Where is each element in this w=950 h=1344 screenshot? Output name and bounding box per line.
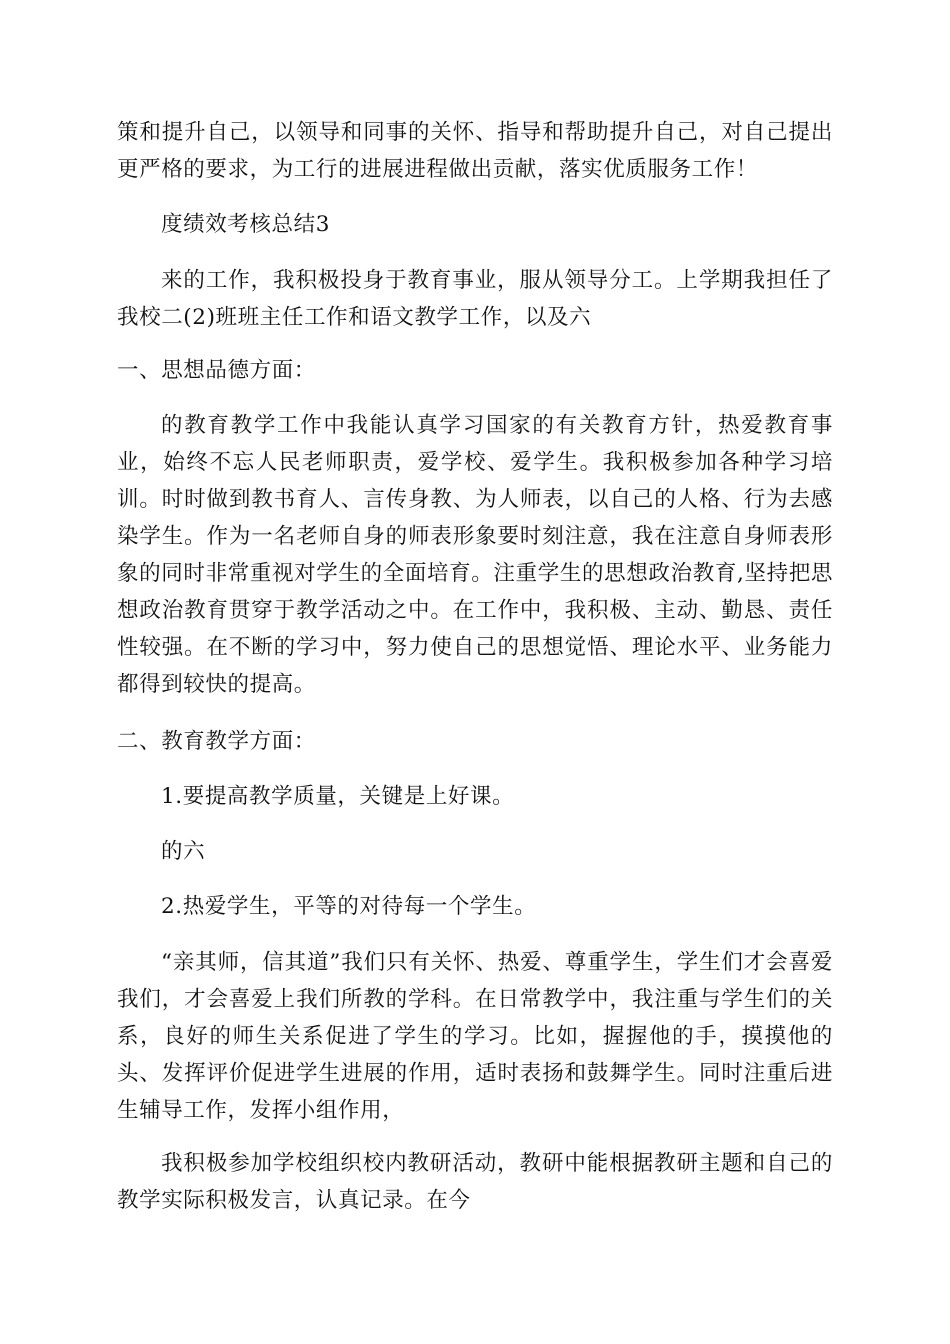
paragraph-closing-previous: 策和提升自己，以领导和同事的关怀、指导和帮助提升自己，对自己提出更严格的要求，为工行的进展进程做出贡献，落实优质服务工作！ (117, 120, 833, 182)
paragraph-intro: 来的工作，我积极投身于教育事业，服从领导分工。上学期我担任了我校二(2)班班主任工作和语文教学工作，以及六 (117, 268, 833, 330)
section-heading-summary-3: 度绩效考核总结3 (161, 212, 330, 237)
paragraph-fragment: 的六 (161, 839, 206, 864)
list-item-2: 2.热爱学生，平等的对待每一个学生。 (161, 894, 537, 919)
heading-teaching-aspect: 二、教育教学方面： (117, 729, 316, 754)
paragraph-moral-body: 的教育教学工作中我能认真学习国家的有关教育方针，热爱教育事业，始终不忘人民老师职责，爱学校、爱学生。我积极参加各种学习培训。时时做到教书育人、言传身教、为人师表，以自己的人格、行为去感染学生。作为一名老师自身的师表形象要时刻注意，我在注意自身师表形象的同时非常重视对学生的全面培育。注重学生的思想政治教育,坚持把思想政治教育贯穿于教学活动之中。在工作中，我积极、主动、勤恳、责任性较强。在不断的学习中，努力使自己的思想觉悟、理论水平、业务能力都得到较快的提高。 (117, 413, 833, 697)
heading-moral-aspect: 一、思想品德方面： (117, 358, 316, 383)
list-item-1: 1.要提高教学质量，关键是上好课。 (161, 784, 515, 809)
paragraph-love-students: “亲其师，信其道”我们只有关怀、热爱、尊重学生，学生们才会喜爱我们，才会喜爱上我们所教的学科。在日常教学中，我注重与学生们的关系，良好的师生关系促进了学生的学习。比如，握握他的手，摸摸他的头、发挥评价促进学生进展的作用，适时表扬和鼓舞学生。同时注重后进生辅导工作，发挥小组作用， (117, 950, 833, 1123)
paragraph-teaching-research: 我积极参加学校组织校内教研活动，教研中能根据教研主题和自己的教学实际积极发言，认真记录。在今 (117, 1151, 833, 1213)
